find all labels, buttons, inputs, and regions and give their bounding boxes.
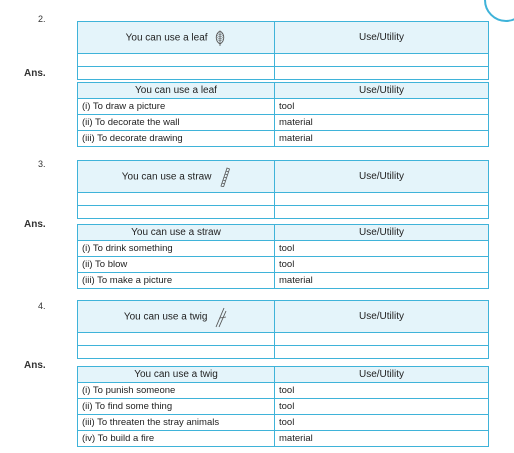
utility-cell: material (275, 273, 489, 289)
utility-cell: tool (275, 383, 489, 399)
table-row (78, 383, 489, 399)
utility-cell: tool (275, 415, 489, 431)
blank-cell[interactable] (78, 193, 275, 206)
question-header: You can use a straw (121, 171, 212, 183)
question-number: 2. (38, 14, 46, 24)
table-row (78, 273, 489, 289)
utility-cell: tool (275, 99, 489, 115)
question-number: 3. (38, 159, 46, 169)
question-table (77, 300, 489, 359)
table-row (78, 415, 489, 431)
blank-cell[interactable] (275, 193, 489, 206)
blank-cell[interactable] (275, 67, 489, 80)
question-header-cell (78, 22, 275, 54)
utility-cell: tool (275, 399, 489, 415)
question-table (77, 21, 489, 80)
utility-cell: material (275, 131, 489, 147)
use-utility-header: Use/Utility (275, 83, 489, 99)
corner-decoration (484, 0, 514, 22)
straw-icon (218, 167, 230, 187)
answer-header: You can use a twig (78, 367, 275, 383)
blank-cell[interactable] (78, 346, 275, 359)
utility-cell: tool (275, 241, 489, 257)
blank-cell[interactable] (78, 206, 275, 219)
use-cell: (ii) To find some thing (78, 399, 275, 415)
table-row (78, 399, 489, 415)
blank-cell[interactable] (275, 333, 489, 346)
use-cell: (i) To draw a picture (78, 99, 275, 115)
blank-cell[interactable] (78, 67, 275, 80)
blank-cell[interactable] (275, 346, 489, 359)
table-row (78, 99, 489, 115)
use-cell: (iii) To make a picture (78, 273, 275, 289)
answer-table (77, 224, 489, 289)
answer-table (77, 82, 489, 147)
question-number: 4. (38, 301, 46, 311)
twig-icon (214, 306, 228, 328)
utility-cell: material (275, 431, 489, 447)
blank-cell[interactable] (275, 54, 489, 67)
table-row (78, 131, 489, 147)
question-header: You can use a leaf (125, 32, 208, 44)
table-row (78, 115, 489, 131)
question-header-cell (78, 301, 275, 333)
utility-cell: material (275, 115, 489, 131)
blank-cell[interactable] (78, 54, 275, 67)
use-cell: (i) To drink something (78, 241, 275, 257)
use-cell: (iv) To build a fire (78, 431, 275, 447)
blank-cell[interactable] (78, 333, 275, 346)
use-cell: (i) To punish someone (78, 383, 275, 399)
use-utility-header: Use/Utility (275, 225, 489, 241)
use-cell: (ii) To blow (78, 257, 275, 273)
table-row (78, 257, 489, 273)
answer-label: Ans. (24, 219, 46, 230)
use-utility-header: Use/Utility (275, 22, 489, 54)
use-cell: (iii) To threaten the stray animals (78, 415, 275, 431)
question-header-cell (78, 161, 275, 193)
answer-header: You can use a leaf (78, 83, 275, 99)
answer-label: Ans. (24, 360, 46, 371)
use-utility-header: Use/Utility (275, 161, 489, 193)
question-header: You can use a twig (123, 311, 208, 323)
blank-cell[interactable] (275, 206, 489, 219)
use-cell: (ii) To decorate the wall (78, 115, 275, 131)
use-utility-header: Use/Utility (275, 367, 489, 383)
answer-header: You can use a straw (78, 225, 275, 241)
answer-table (77, 366, 489, 447)
question-table (77, 160, 489, 219)
use-cell: (iii) To decorate drawing (78, 131, 275, 147)
use-utility-header: Use/Utility (275, 301, 489, 333)
table-row (78, 241, 489, 257)
leaf-icon (214, 30, 226, 46)
utility-cell: tool (275, 257, 489, 273)
answer-label: Ans. (24, 68, 46, 79)
table-row (78, 431, 489, 447)
